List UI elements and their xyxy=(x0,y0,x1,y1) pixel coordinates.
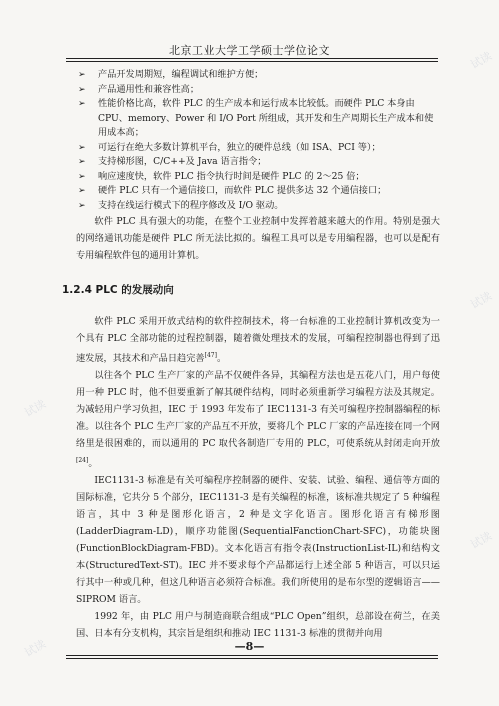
watermark-text: 试读 xyxy=(22,637,49,660)
list-item: ➢ 支持梯形图，C/C++及 Java 语言指令； xyxy=(76,155,440,170)
list-item: ➢ 支持在线运行模式下的程序修改及 I/O 驱动。 xyxy=(76,199,440,214)
citation-ref: [24] xyxy=(76,457,89,464)
watermark-text: 试读 xyxy=(22,397,49,420)
running-header: 北京工业大学工学硕士学位论文 xyxy=(169,44,330,57)
paragraph-1: 软件 PLC 采用开放式结构的软件控制技术，将一台标准的工业控制计算机改变为一个具有 PLC 全部功能的过程控制器，随着微处理技术的发展，可编程控制器也得到了迅速发展，其技术和产品日趋完善[47]。 xyxy=(76,316,440,364)
paragraph-2: 以往各个 PLC 生产厂家的产品不仅硬件各异，其编程方法也是五花八门，用户每使用一种 PLC 时，他不但要重新了解其硬件结构，同时必须重新学习编程方法及其规定。为减轻用户学习负担，IEC 于 1993 年发布了 IEC1131-3 有关可编程序控制器编程的标准。以往各个 PLC 生产厂家的产品互不开放，要将几个 PLC 厂家的产品连接在同一个网络里是很困难的，而以通用的 PC 取代各制造厂专用的 PLC，可使系统从封闭走向开放[24]。 xyxy=(76,370,440,469)
body-content xyxy=(62,68,440,642)
footer-rule xyxy=(66,658,438,659)
arrow-bullet-icon: ➢ xyxy=(78,70,86,80)
list-item: ➢ 可运行在绝大多数计算机平台，独立的硬件总线（如 ISA、PCI 等）； xyxy=(76,141,440,156)
arrow-bullet-icon: ➢ xyxy=(78,84,86,95)
watermark-text: 试读 xyxy=(468,289,495,312)
header-rule xyxy=(66,58,438,59)
arrow-bullet-icon: ➢ xyxy=(78,171,86,182)
paragraph-3: IEC1131-3 标准是有关可编程序控制器的硬件、安装、试验、编程、通信等方面的国际标准，它共分 5 个部分，IEC1131-3 是有关编程的标准，该标准共规定了 5 种编程语言，其中 3 种是图形化语言，2 种是文字化语言。图形化语言有梯形图(LadderDiagram-LD)，顺序功能图(SequentialFanctionChart-SFC)，功能块图(FunctionBlockDiagram-FBD)。文本化语言有指令表(InstructionList-IL)和结构文本(StructuredText-ST)。IEC 并不要求每个产品都运行上述全部 5 种语言，可以只运行其中一种或几种，但这几种语言必须符合标准。我们所使用的是布尔型的逻辑语言——SIPROM 语言。 xyxy=(76,475,440,605)
arrow-bullet-icon: ➢ xyxy=(78,186,86,196)
watermark-text: 试读 xyxy=(468,529,495,552)
feature-list xyxy=(76,68,440,213)
list-item: ➢ 产品开发周期短，编程调试和维护方便； xyxy=(76,68,440,83)
list-item: ➢ 性能价格比高，软件 PLC 的生产成本和运行成本比较低。而硬件 PLC 本身由 CPU、memory、Power 和 I/O Port 所组成，其开发和生产周期长生产成本和使用成本高； xyxy=(78,98,434,138)
arrow-bullet-icon: ➢ xyxy=(78,99,86,109)
arrow-bullet-icon: ➢ xyxy=(78,200,86,211)
footer-rule-thin xyxy=(66,655,438,656)
citation-ref: [47] xyxy=(204,352,217,359)
paragraph-4: 1992 年，由 PLC 用户与制造商联合组成“PLC Open”组织，总部设在荷兰，在美国、日本有分支机构，其宗旨是组织和推动 IEC 1131-3 标准的贯彻并向用 xyxy=(76,611,440,639)
page-number: —8— xyxy=(234,640,265,653)
section-heading: 1.2.4 PLC 的发展动向 xyxy=(62,284,174,296)
list-item: ➢ 响应速度快，软件 PLC 指令执行时间是硬件 PLC 的 2～25 倍； xyxy=(76,170,440,185)
list-item: ➢ 硬件 PLC 只有一个通信接口，而软件 PLC 提供多达 32 个通信接口； xyxy=(76,184,440,199)
arrow-bullet-icon: ➢ xyxy=(78,157,86,167)
list-item: ➢ 产品通用性和兼容性高； xyxy=(76,83,440,98)
arrow-bullet-icon: ➢ xyxy=(78,142,86,153)
intro-paragraph: 软件 PLC 具有强大的功能，在整个工业控制中发挥着越来越大的作用。特别是强大的网络通讯功能是硬件 PLC 所无法比拟的。编程工具可以是专用编程器，也可以是配有专用编程软件包的通用计算机。 xyxy=(76,216,440,261)
header-rule-thin xyxy=(66,61,438,62)
watermark-text: 试读 xyxy=(468,49,495,72)
